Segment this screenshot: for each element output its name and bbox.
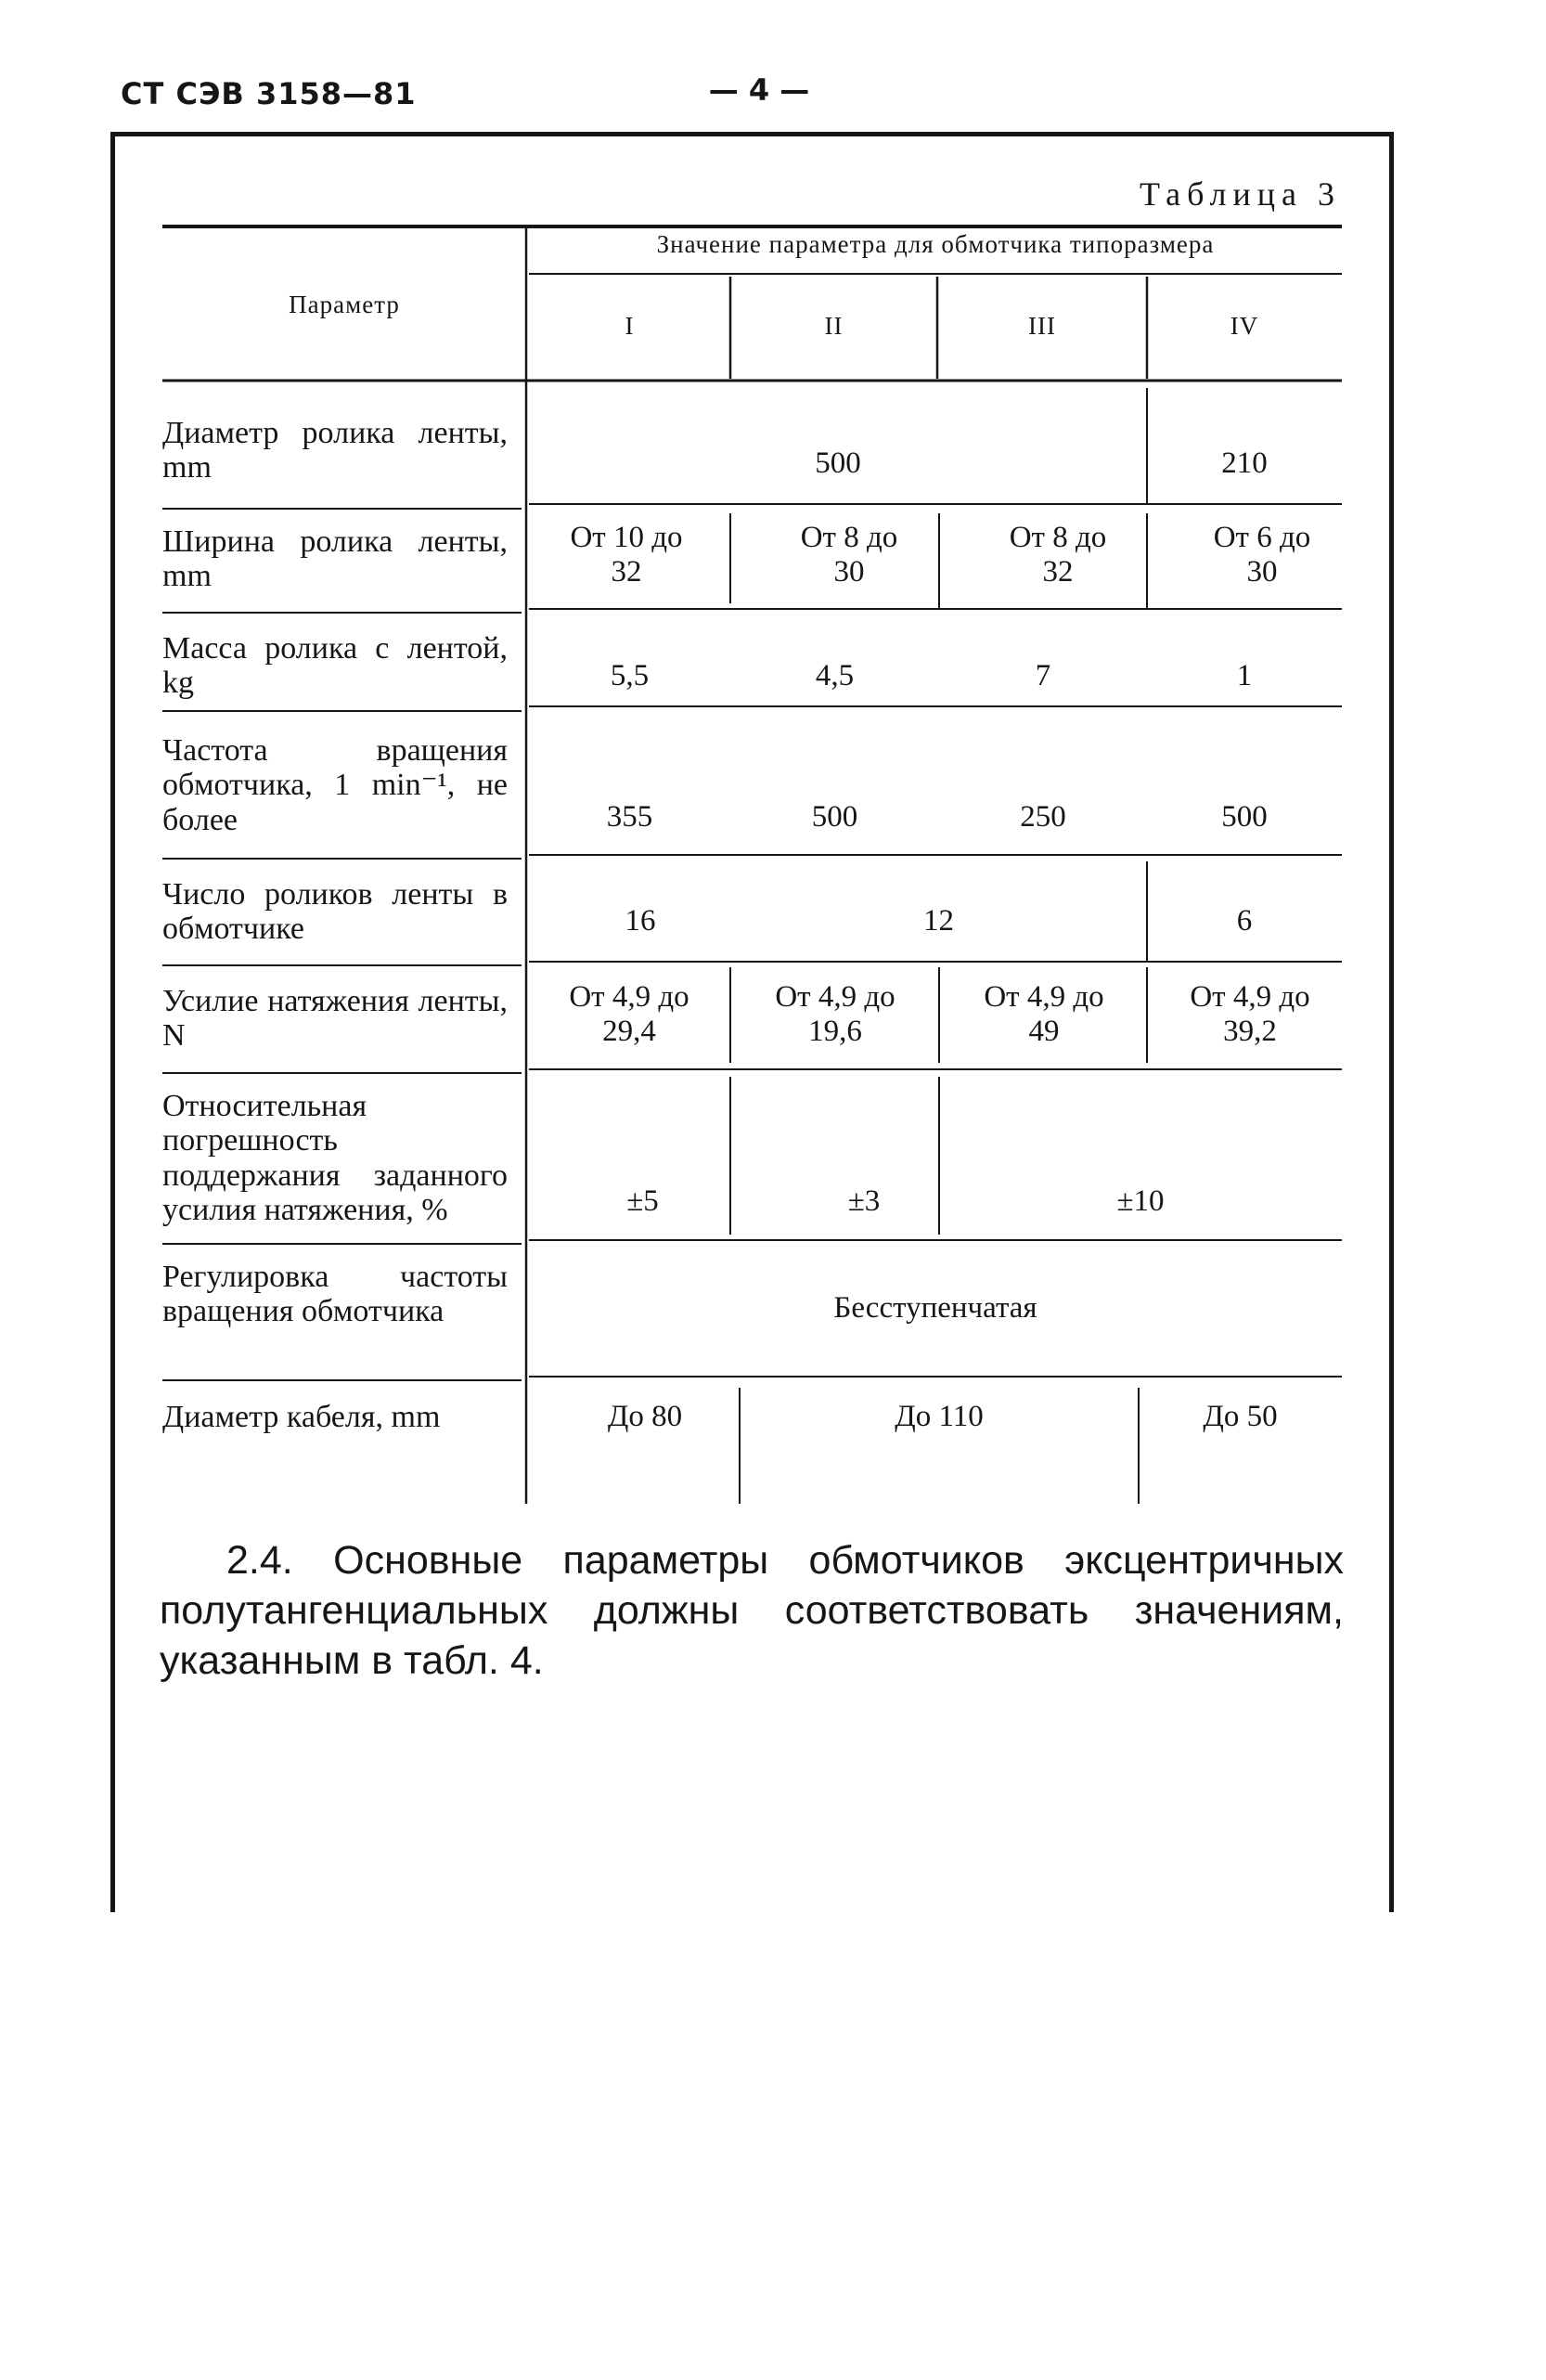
table-cell: ±10 <box>1116 1184 1165 1218</box>
param-speed-regulation: Регулировка частоты вращения обмотчика <box>162 1260 508 1329</box>
param-rotation-speed: Частота вращения обмотчика, 1 min⁻¹, не более <box>162 733 508 837</box>
size-header-3: III <box>1028 312 1056 340</box>
table-cell: От 10 до 32 <box>570 521 683 589</box>
table-cell: ±3 <box>847 1184 881 1218</box>
size-header-1: I <box>625 312 635 340</box>
table-cell: Бесступенчатая <box>833 1291 1037 1325</box>
group-header: Значение параметра для обмотчика типоразмера <box>656 230 1215 258</box>
table-cell: 12 <box>923 904 954 938</box>
table-cell: 5,5 <box>610 659 650 692</box>
table-cell: 4,5 <box>815 659 855 692</box>
table-cell: До 80 <box>607 1400 683 1433</box>
table-cell: 7 <box>1035 659 1051 692</box>
size-header-4: IV <box>1230 312 1259 340</box>
param-roll-width: Ширина ролика ленты, mm <box>162 524 508 594</box>
table-cell: 16 <box>625 904 656 938</box>
table-cell: 355 <box>606 800 653 834</box>
table-cell: От 4,9 до 39,2 <box>1190 980 1310 1048</box>
table-cell: 500 <box>815 446 861 480</box>
table-cell: От 4,9 до 29,4 <box>569 980 689 1048</box>
table-cell: 1 <box>1236 659 1253 692</box>
document-code: СТ СЭВ 3158—81 <box>121 76 417 111</box>
page-number: — 4 — <box>708 72 810 108</box>
size-header-2: II <box>824 312 844 340</box>
body-paragraph: 2.4. Основные параметры обмотчиков эксцентричных полутангенциальных должны соответствовать значениям, указанным в табл. 4. <box>160 1538 1344 1683</box>
table-cell: До 50 <box>1203 1400 1278 1433</box>
table-cell: От 4,9 до 49 <box>984 980 1104 1048</box>
table-cell: От 4,9 до 19,6 <box>775 980 895 1048</box>
table-cell: 6 <box>1236 904 1253 938</box>
table-label: Таблица 3 <box>1140 175 1341 213</box>
param-cable-diameter: Диаметр кабеля, mm <box>162 1400 441 1434</box>
param-roll-mass: Масса ролика с лентой, kg <box>162 631 508 701</box>
table-cell: 500 <box>811 800 858 834</box>
table-cell: 250 <box>1020 800 1066 834</box>
param-column-header: Параметр <box>289 291 400 318</box>
table-cell: 210 <box>1221 446 1268 480</box>
param-roll-count: Число роликов ленты в обмотчике <box>162 877 508 947</box>
param-tension-force: Усилие натяжения ленты, N <box>162 984 508 1054</box>
table-cell: От 8 до 30 <box>800 521 898 589</box>
table-cell: От 6 до 30 <box>1213 521 1311 589</box>
table-cell: От 8 до 32 <box>1009 521 1107 589</box>
param-relative-error: Относительная погрешность поддержания заданного усилия натяжения, % <box>162 1089 508 1228</box>
table-cell: До 110 <box>895 1400 984 1433</box>
table-cell: ±5 <box>626 1184 659 1218</box>
param-roll-diameter: Диаметр ролика ленты, mm <box>162 416 508 485</box>
table-cell: 500 <box>1221 800 1268 834</box>
